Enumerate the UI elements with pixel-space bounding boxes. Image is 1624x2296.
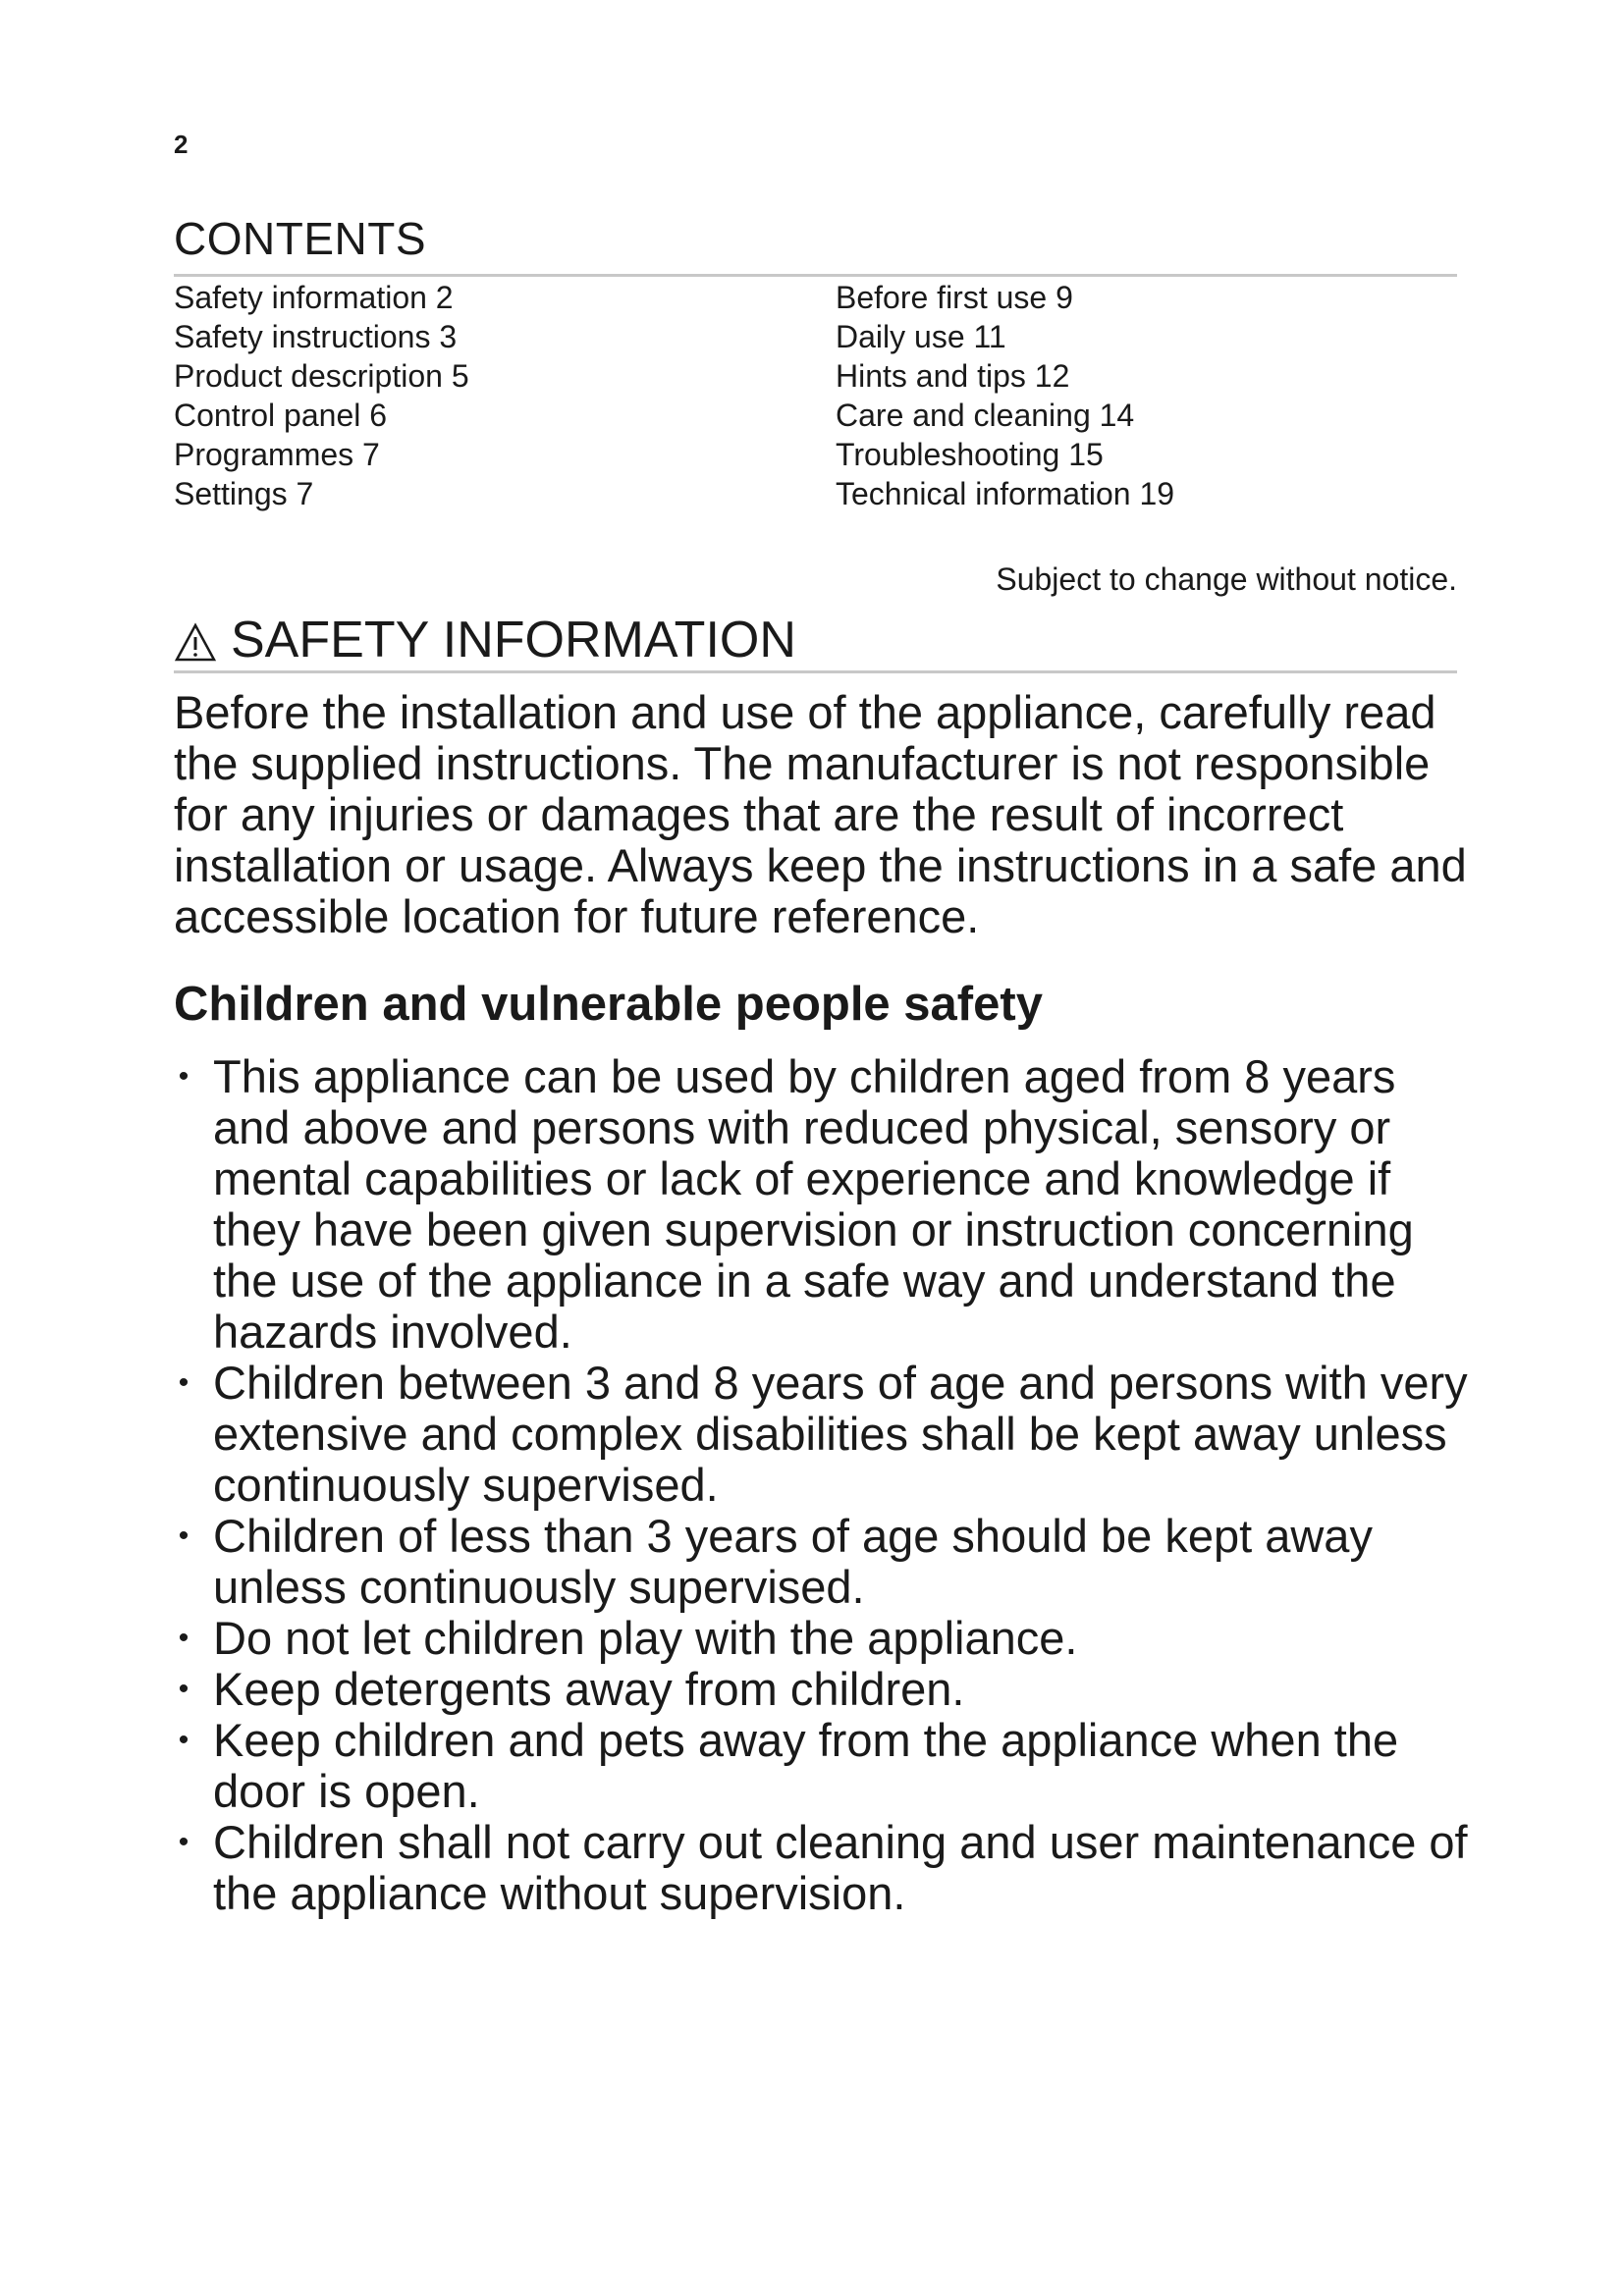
- list-item-text: Children between 3 and 8 years of age and persons with very extensive and complex disabilities shall be kept away unless continuously supervised.: [213, 1357, 1468, 1511]
- bullet-dot: •: [178, 1622, 189, 1654]
- list-item-text: Keep children and pets away from the appliance when the door is open.: [213, 1714, 1399, 1817]
- list-item: [174, 1051, 1480, 1358]
- list-item: [174, 1715, 1480, 1817]
- list-item: [174, 1664, 1480, 1715]
- safety-divider: [174, 670, 1457, 673]
- toc-item-daily-use[interactable]: Daily use 11: [836, 319, 1006, 354]
- list-item: [174, 1358, 1480, 1511]
- list-item-text: Children shall not carry out cleaning and user maintenance of the appliance without supervision.: [213, 1816, 1468, 1919]
- list-item-text: Children of less than 3 years of age should be kept away unless continuously supervised.: [213, 1510, 1373, 1613]
- bullet-dot: •: [178, 1366, 189, 1399]
- warning-triangle-icon: [174, 618, 217, 662]
- safety-intro-paragraph: Before the installation and use of the appliance, carefully read the supplied instructions. The manufacturer is not responsible for any injuries or damages that are the result of incorrect installation or usage. Always keep the instructions in a safe and accessible location for future reference.: [174, 686, 1467, 942]
- page-number: 2: [174, 130, 189, 159]
- bullet-dot: •: [178, 1060, 189, 1093]
- bullet-dot: •: [178, 1724, 189, 1756]
- toc-item-settings[interactable]: Settings 7: [174, 476, 314, 511]
- change-notice: Subject to change without notice.: [996, 561, 1457, 597]
- children-safety-heading: Children and vulnerable people safety: [174, 978, 1043, 1031]
- toc-item-product-description[interactable]: Product description 5: [174, 358, 469, 394]
- bullet-dot: •: [178, 1520, 189, 1552]
- list-item-text: This appliance can be used by children aged from 8 years and above and persons with reduced physical, sensory or mental capabilities or lack of experience and knowledge if they have been given supervision or instruction concerning the use of the appliance in a safe way and understand the hazards involved.: [213, 1050, 1414, 1358]
- list-item-text: Do not let children play with the appliance.: [213, 1612, 1078, 1664]
- toc-left-column: [174, 278, 469, 513]
- toc-item-troubleshooting[interactable]: Troubleshooting 15: [836, 437, 1104, 472]
- list-item: [174, 1613, 1480, 1664]
- safety-title-text: SAFETY INFORMATION: [231, 612, 796, 668]
- toc-item-programmes[interactable]: Programmes 7: [174, 437, 380, 472]
- list-item-text: Keep detergents away from children.: [213, 1663, 965, 1715]
- safety-title: [174, 611, 796, 669]
- toc-item-control-panel[interactable]: Control panel 6: [174, 398, 388, 433]
- contents-title: CONTENTS: [174, 213, 426, 264]
- toc-item-before-first-use[interactable]: Before first use 9: [836, 280, 1073, 315]
- children-safety-list: [174, 1051, 1480, 1919]
- toc-item-safety-information[interactable]: Safety information 2: [174, 280, 454, 315]
- toc-right-column: [836, 278, 1174, 513]
- toc-item-technical-information[interactable]: Technical information 19: [836, 476, 1175, 511]
- bullet-dot: •: [178, 1826, 189, 1858]
- list-item: [174, 1511, 1480, 1613]
- toc-item-safety-instructions[interactable]: Safety instructions 3: [174, 319, 458, 354]
- bullet-dot: •: [178, 1673, 189, 1705]
- contents-divider: [174, 274, 1457, 277]
- toc-item-hints-and-tips[interactable]: Hints and tips 12: [836, 358, 1070, 394]
- list-item: [174, 1817, 1480, 1919]
- toc-item-care-and-cleaning[interactable]: Care and cleaning 14: [836, 398, 1135, 433]
